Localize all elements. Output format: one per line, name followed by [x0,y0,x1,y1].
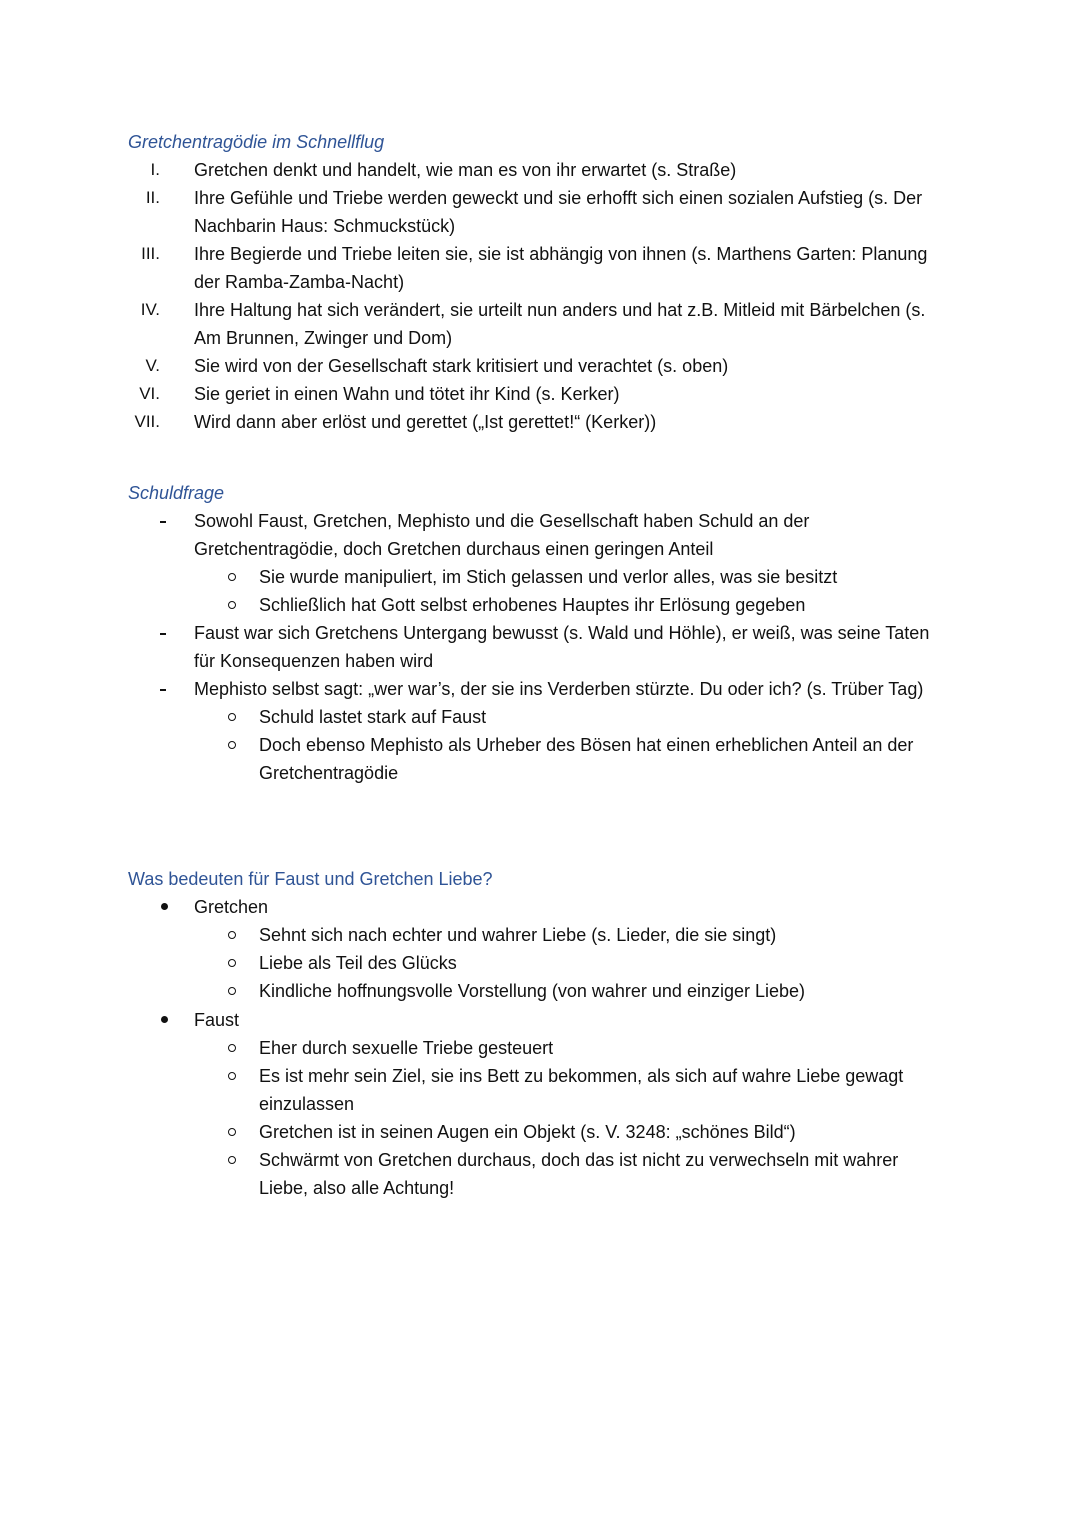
circle-bullet [228,601,236,609]
circle-bullet [228,713,236,721]
list-marker: VI. [139,384,160,403]
list-item-text: Sowohl Faust, Gretchen, Mephisto und die Gesellschaft haben Schuld an der [194,511,810,531]
dash-marker [160,689,166,691]
list-marker: I. [150,160,160,179]
list-item-text: für Konsequenzen haben wird [194,651,434,671]
list-marker: VII. [134,412,160,431]
list-item-label: Faust [194,1010,240,1030]
circle-bullet [228,931,236,939]
sub-item-text: Sehnt sich nach echter und wahrer Liebe (s. Lieder, die sie singt) [259,925,777,945]
sub-item-text: Schließlich hat Gott selbst erhobenes Hauptes ihr Erlösung gegeben [259,595,806,615]
sub-item-text: Sie wurde manipuliert, im Stich gelassen und verlor alles, was sie besitzt [259,567,838,587]
sub-item-text: Gretchen ist in seinen Augen ein Objekt (s. V. 3248: „schönes Bild“) [259,1122,796,1142]
list-item-text: Sie wird von der Gesellschaft stark kritisiert und verachtet (s. oben) [194,356,729,376]
list-item-text: Gretchen denkt und handelt, wie man es von ihr erwartet (s. Straße) [194,160,737,180]
sub-item-text: Kindliche hoffnungsvolle Vorstellung (von wahrer und einziger Liebe) [259,981,806,1001]
list-item-label: Gretchen [194,897,269,917]
list-item-text: Ihre Gefühle und Triebe werden geweckt und sie erhofft sich einen sozialen Aufstieg (s. Der [194,188,923,208]
dot-bullet [161,903,168,910]
circle-bullet [228,987,236,995]
circle-bullet [228,1044,236,1052]
sub-item-text: Es ist mehr sein Ziel, sie ins Bett zu bekommen, als sich auf wahre Liebe gewagt [259,1066,904,1086]
list-item-text: Sie geriet in einen Wahn und tötet ihr Kind (s. Kerker) [194,384,620,404]
list-item-text: Am Brunnen, Zwinger und Dom) [194,328,453,348]
sub-item-text: einzulassen [259,1094,355,1114]
circle-bullet [228,741,236,749]
list-item-text: Mephisto selbst sagt: „wer war’s, der sie ins Verderben stürzte. Du oder ich? (s. Trüber Tag) [194,679,924,699]
sub-item-text: Liebe als Teil des Glücks [259,953,457,973]
list-item-text: Nachbarin Haus: Schmuckstück) [194,216,456,236]
list-marker: IV. [140,300,160,319]
sub-item-text: Doch ebenso Mephisto als Urheber des Bösen hat einen erheblichen Anteil an der [259,735,914,755]
list-marker: II. [145,188,160,207]
section-heading-schnellflug: Gretchentragödie im Schnellflug [128,132,385,152]
list-item-text: Ihre Begierde und Triebe leiten sie, sie ist abhängig von ihnen (s. Marthens Garten: Planung [194,244,928,264]
sub-item-text: Schuld lastet stark auf Faust [259,707,487,727]
list-marker: III. [141,244,160,263]
circle-bullet [228,959,236,967]
section-heading-schuldfrage: Schuldfrage [128,483,225,503]
circle-bullet [228,1072,236,1080]
list-item-text: Wird dann aber erlöst und gerettet („Ist gerettet!“ (Kerker)) [194,412,657,432]
sub-item-text: Gretchentragödie [259,763,399,783]
section-heading-liebe: Was bedeuten für Faust und Gretchen Liebe? [128,869,493,889]
sub-item-text: Liebe, also alle Achtung! [259,1178,455,1198]
circle-bullet [228,573,236,581]
list-item-text: der Ramba-Zamba-Nacht) [194,272,405,292]
circle-bullet [228,1156,236,1164]
list-marker: V. [145,356,160,375]
dash-marker [160,521,166,523]
circle-bullet [228,1128,236,1136]
list-item-text: Gretchentragödie, doch Gretchen durchaus einen geringen Anteil [194,539,714,559]
dot-bullet [161,1016,168,1023]
dash-marker [160,633,166,635]
list-item-text: Faust war sich Gretchens Untergang bewusst (s. Wald und Höhle), er weiß, was seine Taten [194,623,930,643]
list-item-text: Ihre Haltung hat sich verändert, sie urteilt nun anders und hat z.B. Mitleid mit Bärbelchen (s. [194,300,926,320]
sub-item-text: Schwärmt von Gretchen durchaus, doch das ist nicht zu verwechseln mit wahrer [259,1150,899,1170]
sub-item-text: Eher durch sexuelle Triebe gesteuert [259,1038,554,1058]
